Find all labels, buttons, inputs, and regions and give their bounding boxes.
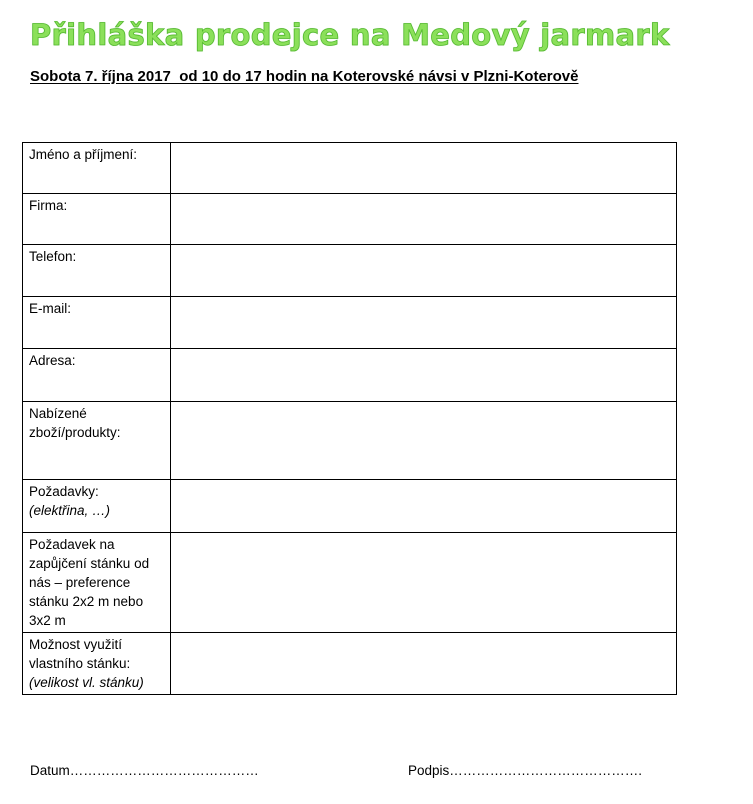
address-field[interactable] — [171, 349, 677, 402]
form-row-phone — [23, 245, 677, 297]
email-field[interactable] — [171, 297, 677, 349]
form-row-own-stall — [23, 633, 677, 695]
label-line: Požadavek na — [29, 537, 115, 552]
label-line: Nabízené — [29, 406, 87, 421]
form-row-stall-rental — [23, 533, 677, 633]
company-field[interactable] — [171, 194, 677, 245]
products-field[interactable] — [171, 402, 677, 480]
row-label — [23, 297, 171, 349]
label-line: Adresa: — [29, 353, 76, 368]
row-label — [23, 480, 171, 533]
event-subtitle: Sobota 7. října 2017 od 10 do 17 hodin na Koterovské návsi v Plzni-Koterově — [30, 68, 579, 85]
form-row-company — [23, 194, 677, 245]
label-line: vlastního stánku: — [29, 656, 131, 671]
label-line: nás – preference — [29, 575, 131, 590]
requirements-field[interactable] — [171, 480, 677, 533]
application-form-table — [22, 142, 677, 695]
row-label — [23, 633, 171, 695]
label-line: Možnost využití — [29, 637, 123, 652]
form-row-name — [23, 143, 677, 194]
row-label — [23, 402, 171, 480]
row-label — [23, 143, 171, 194]
form-row-requirements — [23, 480, 677, 533]
form-row-email — [23, 297, 677, 349]
signature-line: Podpis……………………………………. — [408, 763, 643, 778]
label-line: Firma: — [29, 198, 68, 213]
row-label — [23, 194, 171, 245]
label-line: Jméno a příjmení: — [29, 147, 138, 162]
label-line: E-mail: — [29, 301, 72, 316]
label-line: Telefon: — [29, 249, 77, 264]
label-line: 3x2 m — [29, 613, 66, 628]
form-row-address — [23, 349, 677, 402]
label-note: (velikost vl. stánku) — [29, 675, 144, 690]
label-line: zboží/produkty: — [29, 425, 121, 440]
label-line: stánku 2x2 m nebo — [29, 594, 144, 609]
row-label — [23, 349, 171, 402]
label-note: (elektřina, …) — [29, 503, 111, 518]
form-title: Přihláška prodejce na Medový jarmark — [30, 18, 670, 52]
label-line: Požadavky: — [29, 484, 99, 499]
phone-field[interactable] — [171, 245, 677, 297]
own-stall-field[interactable] — [171, 633, 677, 695]
row-label — [23, 533, 171, 633]
label-line: zapůjčení stánku od — [29, 556, 150, 571]
row-label — [23, 245, 171, 297]
stall-rental-field[interactable] — [171, 533, 677, 633]
date-line: Datum…………………………………… — [30, 763, 259, 778]
name-field[interactable] — [171, 143, 677, 194]
form-row-products — [23, 402, 677, 480]
